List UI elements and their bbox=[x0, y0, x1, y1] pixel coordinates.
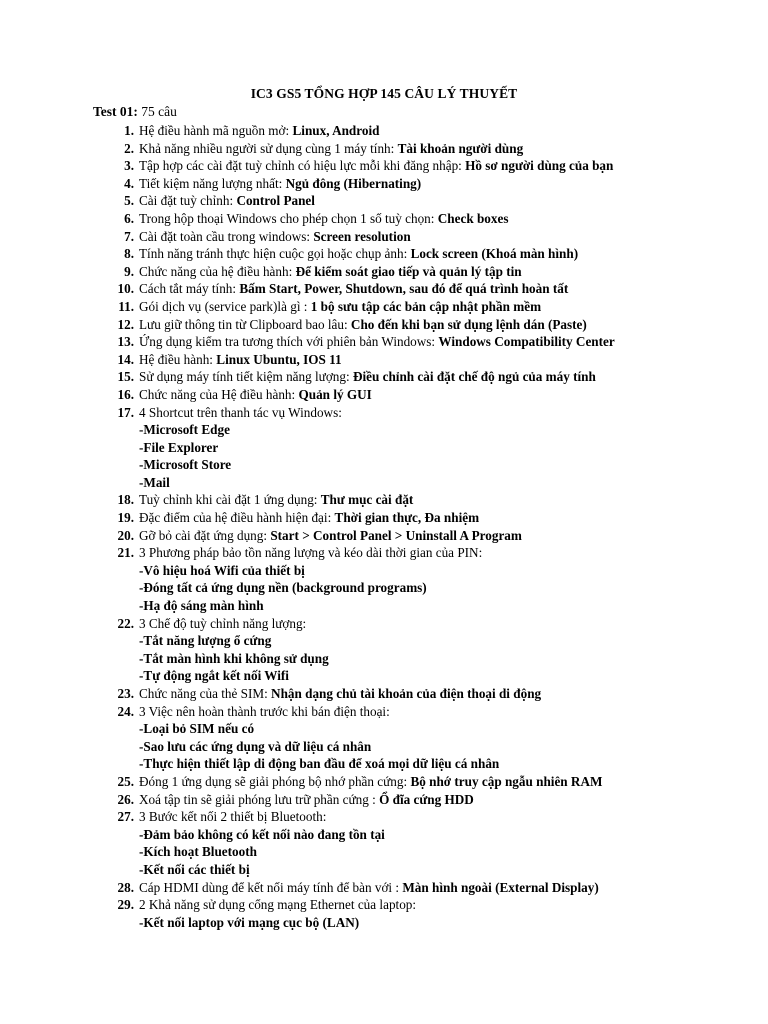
list-item bbox=[0, 527, 768, 545]
item-sub-answer: -Microsoft Store bbox=[139, 457, 232, 473]
item-number: 12. bbox=[117, 316, 134, 332]
item-answer: Control Panel bbox=[236, 193, 315, 209]
item-number: 13. bbox=[117, 334, 134, 350]
item-number: 7. bbox=[124, 228, 134, 244]
item-question: Tiết kiệm năng lượng nhất: bbox=[139, 175, 286, 191]
item-question: Chức năng của Hệ điều hành: bbox=[139, 386, 299, 402]
item-number: 22. bbox=[117, 615, 134, 631]
list-item bbox=[0, 773, 768, 791]
item-number: 5. bbox=[124, 193, 134, 209]
item-question: Tuỳ chỉnh khi cài đặt 1 ứng dụng: bbox=[139, 492, 321, 508]
item-sub-answer: -Microsoft Edge bbox=[139, 422, 230, 438]
item-question: Khả năng nhiều người sử dụng cùng 1 máy tính: bbox=[139, 140, 398, 156]
item-number: 8. bbox=[124, 246, 134, 262]
list-item bbox=[0, 368, 768, 386]
list-item bbox=[0, 263, 768, 281]
item-answer: Start > Control Panel > Uninstall A Program bbox=[270, 527, 522, 543]
item-sub-answer: -Loại bỏ SIM nếu có bbox=[139, 721, 255, 737]
item-question: Tập hợp các cài đặt tuỳ chỉnh có hiệu lực mỗi khi đăng nhập: bbox=[139, 158, 466, 174]
item-question: Trong hộp thoại Windows cho phép chọn 1 số tuỳ chọn: bbox=[139, 210, 438, 226]
list-item bbox=[0, 140, 768, 158]
item-question: Đặc điểm của hệ điều hành hiện đại: bbox=[139, 510, 335, 526]
item-question: 3 Bước kết nối 2 thiết bị Bluetooth: bbox=[139, 809, 327, 825]
test-label bbox=[93, 104, 177, 120]
item-sub-answer: -Đóng tất cả ứng dụng nền (background programs) bbox=[139, 580, 427, 596]
item-question: 2 Khả năng sử dụng cổng mạng Ethernet của laptop: bbox=[139, 897, 417, 913]
item-number: 4. bbox=[124, 175, 134, 191]
item-question: 3 Việc nên hoàn thành trước khi bán điện thoại: bbox=[139, 703, 390, 719]
item-number: 9. bbox=[124, 263, 134, 279]
item-sub-answer: -File Explorer bbox=[139, 439, 219, 455]
item-answer: Tài khoản người dùng bbox=[397, 140, 524, 156]
item-number: 11. bbox=[118, 298, 134, 314]
item-answer: Check boxes bbox=[437, 210, 509, 226]
item-answer: Screen resolution bbox=[313, 228, 411, 244]
item-question: Chức năng của hệ điều hành: bbox=[139, 263, 296, 279]
item-sub-answer: -Kích hoạt Bluetooth bbox=[139, 844, 257, 860]
item-number: 25. bbox=[117, 773, 134, 789]
item-answer: Hồ sơ người dùng của bạn bbox=[465, 158, 614, 174]
list-item bbox=[0, 896, 768, 931]
question-list bbox=[0, 122, 768, 931]
list-item bbox=[0, 192, 768, 210]
item-answer: Nhận dạng chủ tài khoản của điện thoại di động bbox=[271, 686, 542, 701]
item-number: 28. bbox=[117, 879, 134, 895]
item-question: Hệ điều hành mã nguồn mở: bbox=[139, 123, 293, 138]
item-number: 19. bbox=[117, 510, 134, 526]
item-question: Cài đặt toàn cầu trong windows: bbox=[139, 228, 314, 244]
list-item bbox=[0, 404, 768, 492]
list-item bbox=[0, 175, 768, 193]
item-question: 3 Chế độ tuỳ chỉnh năng lượng: bbox=[139, 615, 307, 631]
item-question: Đóng 1 ứng dụng sẽ giải phóng bộ nhớ phần cứng: bbox=[139, 773, 411, 789]
item-number: 2. bbox=[124, 140, 134, 156]
item-number: 24. bbox=[117, 703, 134, 719]
item-question: Sử dụng máy tính tiết kiệm năng lượng: bbox=[139, 369, 353, 385]
item-sub-answer: -Tự động ngắt kết nối Wifi bbox=[139, 668, 289, 684]
list-item bbox=[0, 245, 768, 263]
item-number: 6. bbox=[124, 210, 134, 226]
list-item bbox=[0, 791, 768, 809]
item-question: Xoá tập tin sẽ giải phóng lưu trữ phần cứng : bbox=[139, 791, 380, 807]
item-answer: Cho đến khi bạn sử dụng lệnh dán (Paste) bbox=[350, 316, 587, 332]
list-item bbox=[0, 333, 768, 351]
list-item bbox=[0, 280, 768, 298]
item-number: 1. bbox=[124, 123, 134, 138]
item-question: Tính năng tránh thực hiện cuộc gọi hoặc chụp ảnh: bbox=[139, 246, 411, 262]
item-answer: Ngủ đông (Hibernating) bbox=[285, 175, 422, 191]
item-number: 29. bbox=[117, 897, 134, 913]
item-number: 15. bbox=[117, 369, 134, 385]
item-number: 18. bbox=[117, 492, 134, 508]
document-title: IC3 GS5 TỔNG HỢP 145 CÂU LÝ THUYẾT bbox=[250, 86, 518, 101]
item-sub-answer: -Đảm bảo không có kết nối nào đang tồn tại bbox=[139, 826, 385, 842]
item-answer: Màn hình ngoài (External Display) bbox=[402, 879, 599, 895]
item-sub-answer: -Thực hiện thiết lập di động ban đầu để xoá mọi dữ liệu cá nhân bbox=[139, 756, 500, 772]
item-question: Cáp HDMI dùng để kết nối máy tính để bàn với : bbox=[139, 879, 403, 895]
list-item bbox=[0, 210, 768, 228]
item-answer: Bộ nhớ truy cập ngẫu nhiên RAM bbox=[410, 773, 603, 789]
item-number: 17. bbox=[117, 404, 134, 420]
item-question: Cài đặt tuỳ chỉnh: bbox=[139, 193, 237, 209]
item-sub-answer: -Tắt năng lượng ổ cứng bbox=[139, 633, 272, 649]
item-sub-answer: -Sao lưu các ứng dụng và dữ liệu cá nhân bbox=[139, 738, 372, 754]
item-answer: Để kiểm soát giao tiếp và quản lý tập tin bbox=[295, 263, 522, 279]
list-item bbox=[0, 228, 768, 246]
item-question: Gỡ bỏ cài đặt ứng dụng: bbox=[139, 527, 271, 543]
list-item bbox=[0, 298, 768, 316]
item-question: Chức năng của thẻ SIM: bbox=[139, 686, 272, 701]
item-number: 14. bbox=[117, 351, 134, 367]
item-question: Gói dịch vụ (service park)là gì : bbox=[139, 298, 311, 314]
list-item bbox=[0, 316, 768, 334]
item-number: 23. bbox=[117, 686, 134, 701]
item-sub-answer: -Vô hiệu hoá Wifi của thiết bị bbox=[139, 562, 305, 578]
item-answer: Windows Compatibility Center bbox=[438, 334, 615, 350]
item-number: 27. bbox=[117, 809, 134, 825]
item-number: 26. bbox=[117, 791, 134, 807]
item-number: 20. bbox=[117, 527, 134, 543]
list-item bbox=[0, 509, 768, 527]
item-question: 4 Shortcut trên thanh tác vụ Windows: bbox=[139, 404, 342, 420]
item-sub-answer: -Mail bbox=[139, 474, 170, 490]
list-item bbox=[0, 879, 768, 897]
item-answer: Lock screen (Khoá màn hình) bbox=[410, 246, 579, 262]
list-item bbox=[0, 703, 768, 773]
item-number: 3. bbox=[124, 158, 134, 174]
item-number: 16. bbox=[117, 386, 134, 402]
test-label-count: 75 câu bbox=[137, 104, 177, 119]
item-question: Cách tắt máy tính: bbox=[139, 281, 240, 297]
item-answer: Bấm Start, Power, Shutdown, sau đó để quá trình hoàn tất bbox=[239, 281, 569, 297]
list-item bbox=[0, 386, 768, 404]
item-answer: Ổ đĩa cứng HDD bbox=[379, 791, 474, 807]
list-item bbox=[0, 491, 768, 509]
item-sub-answer: -Hạ độ sáng màn hình bbox=[139, 598, 264, 614]
item-answer: Thời gian thực, Đa nhiệm bbox=[334, 510, 480, 526]
item-sub-answer: -Kết nối laptop với mạng cục bộ (LAN) bbox=[139, 914, 360, 930]
item-sub-answer: -Kết nối các thiết bị bbox=[139, 861, 250, 877]
item-answer: Quản lý GUI bbox=[298, 386, 372, 402]
item-question: Lưu giữ thông tin từ Clipboard bao lâu: bbox=[139, 316, 351, 332]
list-item bbox=[0, 615, 768, 685]
item-question: 3 Phương pháp bảo tồn năng lượng và kéo dài thời gian của PIN: bbox=[139, 545, 483, 561]
list-item bbox=[0, 157, 768, 175]
list-item bbox=[0, 351, 768, 369]
list-item bbox=[0, 685, 768, 703]
test-label-number: Test 01: bbox=[93, 104, 138, 119]
item-answer: 1 bộ sưu tập các bản cập nhật phần mềm bbox=[310, 298, 542, 314]
item-answer: Linux Ubuntu, IOS 11 bbox=[216, 351, 342, 367]
list-item bbox=[0, 122, 768, 140]
item-answer: Thư mục cài đặt bbox=[320, 492, 414, 508]
item-answer: Linux, Android bbox=[292, 123, 380, 138]
item-question: Hệ điều hành: bbox=[139, 351, 217, 367]
list-item bbox=[0, 544, 768, 614]
item-sub-answer: -Tắt màn hình khi không sử dụng bbox=[139, 650, 329, 666]
item-number: 21. bbox=[117, 545, 134, 561]
list-item bbox=[0, 808, 768, 878]
item-question: Ứng dụng kiểm tra tương thích với phiên bản Windows: bbox=[139, 334, 439, 350]
item-answer: Điều chỉnh cài đặt chế độ ngủ của máy tính bbox=[352, 369, 596, 385]
item-number: 10. bbox=[117, 281, 134, 297]
